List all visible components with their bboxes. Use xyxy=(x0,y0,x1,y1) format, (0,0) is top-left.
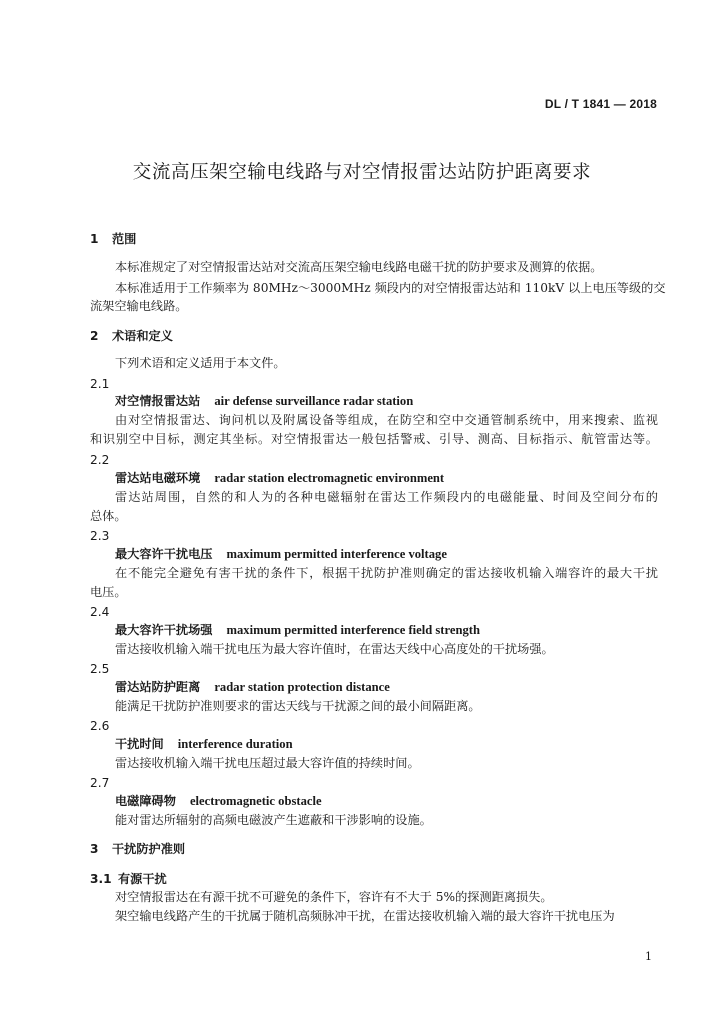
term-heading xyxy=(115,679,390,695)
section-2-intro: 下列术语和定义适用于本文件。 xyxy=(115,356,286,370)
term-heading xyxy=(115,622,480,638)
term-english: radar station electromagnetic environment xyxy=(214,471,445,485)
subsection-number: 3.1 xyxy=(90,872,112,886)
term-chinese: 最大容许干扰电压 xyxy=(115,547,213,561)
term-heading xyxy=(115,793,322,809)
section-2-heading xyxy=(90,328,173,344)
term-definition-line-2: 和识别空中目标，测定其坐标。对空情报雷达一般包括警戒、引导、测高、目标指示、航管雷达等。 xyxy=(90,432,658,446)
term-english: radar station protection distance xyxy=(214,680,390,694)
section-1-paragraph-2-line-2: 流架空输电线路。 xyxy=(90,299,188,313)
term-number: 2.4 xyxy=(90,605,110,619)
term-definition-line-1: 在不能完全避免有害干扰的条件下，根据干扰防护准则确定的雷达接收机输入端容许的最大干扰 xyxy=(115,566,658,580)
term-chinese: 对空情报雷达站 xyxy=(115,394,201,408)
term-heading xyxy=(115,736,293,752)
section-title: 范围 xyxy=(112,232,137,246)
term-number: 2.7 xyxy=(90,776,110,790)
section-number: 1 xyxy=(90,232,99,246)
term-definition-line-1: 能对雷达所辐射的高频电磁波产生遮蔽和干涉影响的设施。 xyxy=(115,813,432,827)
section-number: 3 xyxy=(90,842,99,856)
subsection-title: 有源干扰 xyxy=(118,872,167,886)
term-chinese: 干扰时间 xyxy=(115,737,164,751)
subsection-3-1-heading xyxy=(90,871,167,887)
section-3-heading xyxy=(90,841,185,857)
term-chinese: 雷达站电磁环境 xyxy=(115,471,201,485)
section-number: 2 xyxy=(90,329,99,343)
term-heading xyxy=(115,393,413,409)
term-definition-line-1: 雷达接收机输入端干扰电压超过最大容许值的持续时间。 xyxy=(115,756,420,770)
term-heading xyxy=(115,470,444,486)
term-chinese: 最大容许干扰场强 xyxy=(115,623,213,637)
term-heading xyxy=(115,546,447,562)
term-definition-line-1: 由对空情报雷达、询问机以及附属设备等组成，在防空和空中交通管制系统中，用来搜索、监视 xyxy=(115,413,658,427)
term-definition-line-1: 雷达接收机输入端干扰电压为最大容许值时，在雷达天线中心高度处的干扰场强。 xyxy=(115,642,554,656)
document-title: 交流高压架空输电线路与对空情报雷达站防护距离要求 xyxy=(132,162,592,183)
term-chinese: 雷达站防护距离 xyxy=(115,680,201,694)
term-english: air defense surveillance radar station xyxy=(214,394,414,408)
subsection-3-1-line-1: 对空情报雷达在有源干扰不可避免的条件下，容许有不大于 5%的探测距离损失。 xyxy=(115,890,553,904)
term-number: 2.5 xyxy=(90,662,110,676)
term-chinese: 电磁障碍物 xyxy=(115,794,176,808)
term-english: interference duration xyxy=(177,737,293,751)
section-title: 干扰防护准则 xyxy=(112,842,186,856)
term-english: maximum permitted interference field strength xyxy=(226,623,480,637)
section-1-paragraph-1: 本标准规定了对空情报雷达站对交流高压架空输电线路电磁干扰的防护要求及测算的依据。 xyxy=(115,260,603,274)
term-english: maximum permitted interference voltage xyxy=(226,547,447,561)
term-definition-line-2: 总体。 xyxy=(90,509,127,523)
term-english: electromagnetic obstacle xyxy=(189,794,322,808)
term-definition-line-2: 电压。 xyxy=(90,585,127,599)
section-1-paragraph-2-line-1: 本标准适用于工作频率为 80MHz～3000MHz 频段内的对空情报雷达站和 110kV 以上电压等级的交 xyxy=(115,281,666,295)
subsection-3-1-line-2: 架空输电线路产生的干扰属于随机高频脉冲干扰，在雷达接收机输入端的最大容许干扰电压为 xyxy=(115,909,615,923)
standard-code: DL / T 1841 — 2018 xyxy=(544,97,657,111)
term-definition-line-1: 雷达站周围，自然的和人为的各种电磁辐射在雷达工作频段内的电磁能量、时间及空间分布的 xyxy=(115,490,658,504)
term-number: 2.2 xyxy=(90,453,110,467)
section-title: 术语和定义 xyxy=(112,329,173,343)
term-number: 2.6 xyxy=(90,719,110,733)
term-definition-line-1: 能满足干扰防护准则要求的雷达天线与干扰源之间的最小间隔距离。 xyxy=(115,699,481,713)
term-number: 2.1 xyxy=(90,377,110,391)
section-1-heading xyxy=(90,231,136,247)
term-number: 2.3 xyxy=(90,529,110,543)
page-number: 1 xyxy=(645,950,652,963)
